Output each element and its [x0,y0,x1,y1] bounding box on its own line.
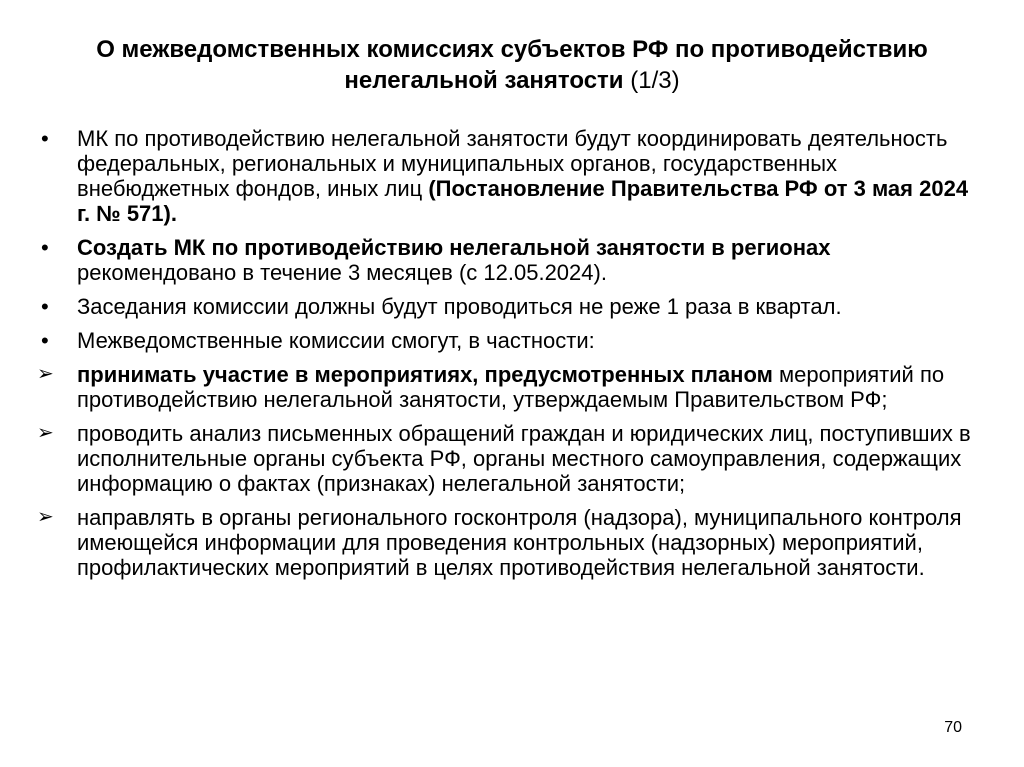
arrow-bullet-icon: ➢ [37,363,54,385]
item-text: направлять в органы регионального госконтроля (надзора), муниципального контроля имеющейся информации для проведения контрольных (надзорных) мероприятий, профилактических мероприятий в целях противодействия нелегальной занятости. [77,505,962,580]
bullet-dot-icon: • [41,294,49,319]
arrow-bullet-icon: ➢ [37,422,54,444]
slide-title-main: О межведомственных комиссиях субъектов РФ по противодействию нелегальной занятости [96,36,928,94]
bullet-list [37,126,987,589]
bullet-dot-icon: • [41,328,49,353]
list-item-participate [37,362,987,412]
item-text: МК по противодействию нелегальной занятости будут координировать деятельность федеральных, региональных и муниципальных органов, государственных внебюджетных фондов, иных лиц [77,126,948,201]
item-text: рекомендовано в течение 3 месяцев (с 12.05.2024). [77,260,607,285]
item-text: Межведомственные комиссии смогут, в частности: [77,328,595,353]
bullet-dot-icon: • [41,235,49,260]
item-text: мероприятий по противодействию нелегальной занятости, утверждаемым Правительством РФ; [77,362,945,412]
item-text: Заседания комиссии должны будут проводиться не реже 1 раза в квартал. [77,294,842,319]
list-item-meetings [37,294,987,319]
bullet-dot-icon: • [41,126,49,151]
list-item-send-information [37,505,987,580]
slide-title [90,34,934,96]
page-number: 70 [944,719,962,736]
item-text-bold: (Постановление Правительства РФ от 3 мая 2024 г. № 571). [77,176,969,226]
item-text-bold: Создать МК по противодействию нелегальной занятости в регионах [77,235,831,260]
list-item-analyze-appeals [37,421,987,496]
list-item-create-commission [37,235,987,285]
item-text-bold: принимать участие в мероприятиях, предусмотренных планом [77,362,773,387]
item-text: проводить анализ письменных обращений граждан и юридических лиц, поступивших в исполнительные органы субъекта РФ, органы местного самоуправления, содержащих информацию о фактах (признаках) нелегальной занятости; [77,421,971,496]
slide-title-suffix: (1/3) [623,67,680,94]
list-item-coordination [37,126,987,226]
list-item-commissions-can [37,328,987,353]
arrow-bullet-icon: ➢ [37,506,54,528]
